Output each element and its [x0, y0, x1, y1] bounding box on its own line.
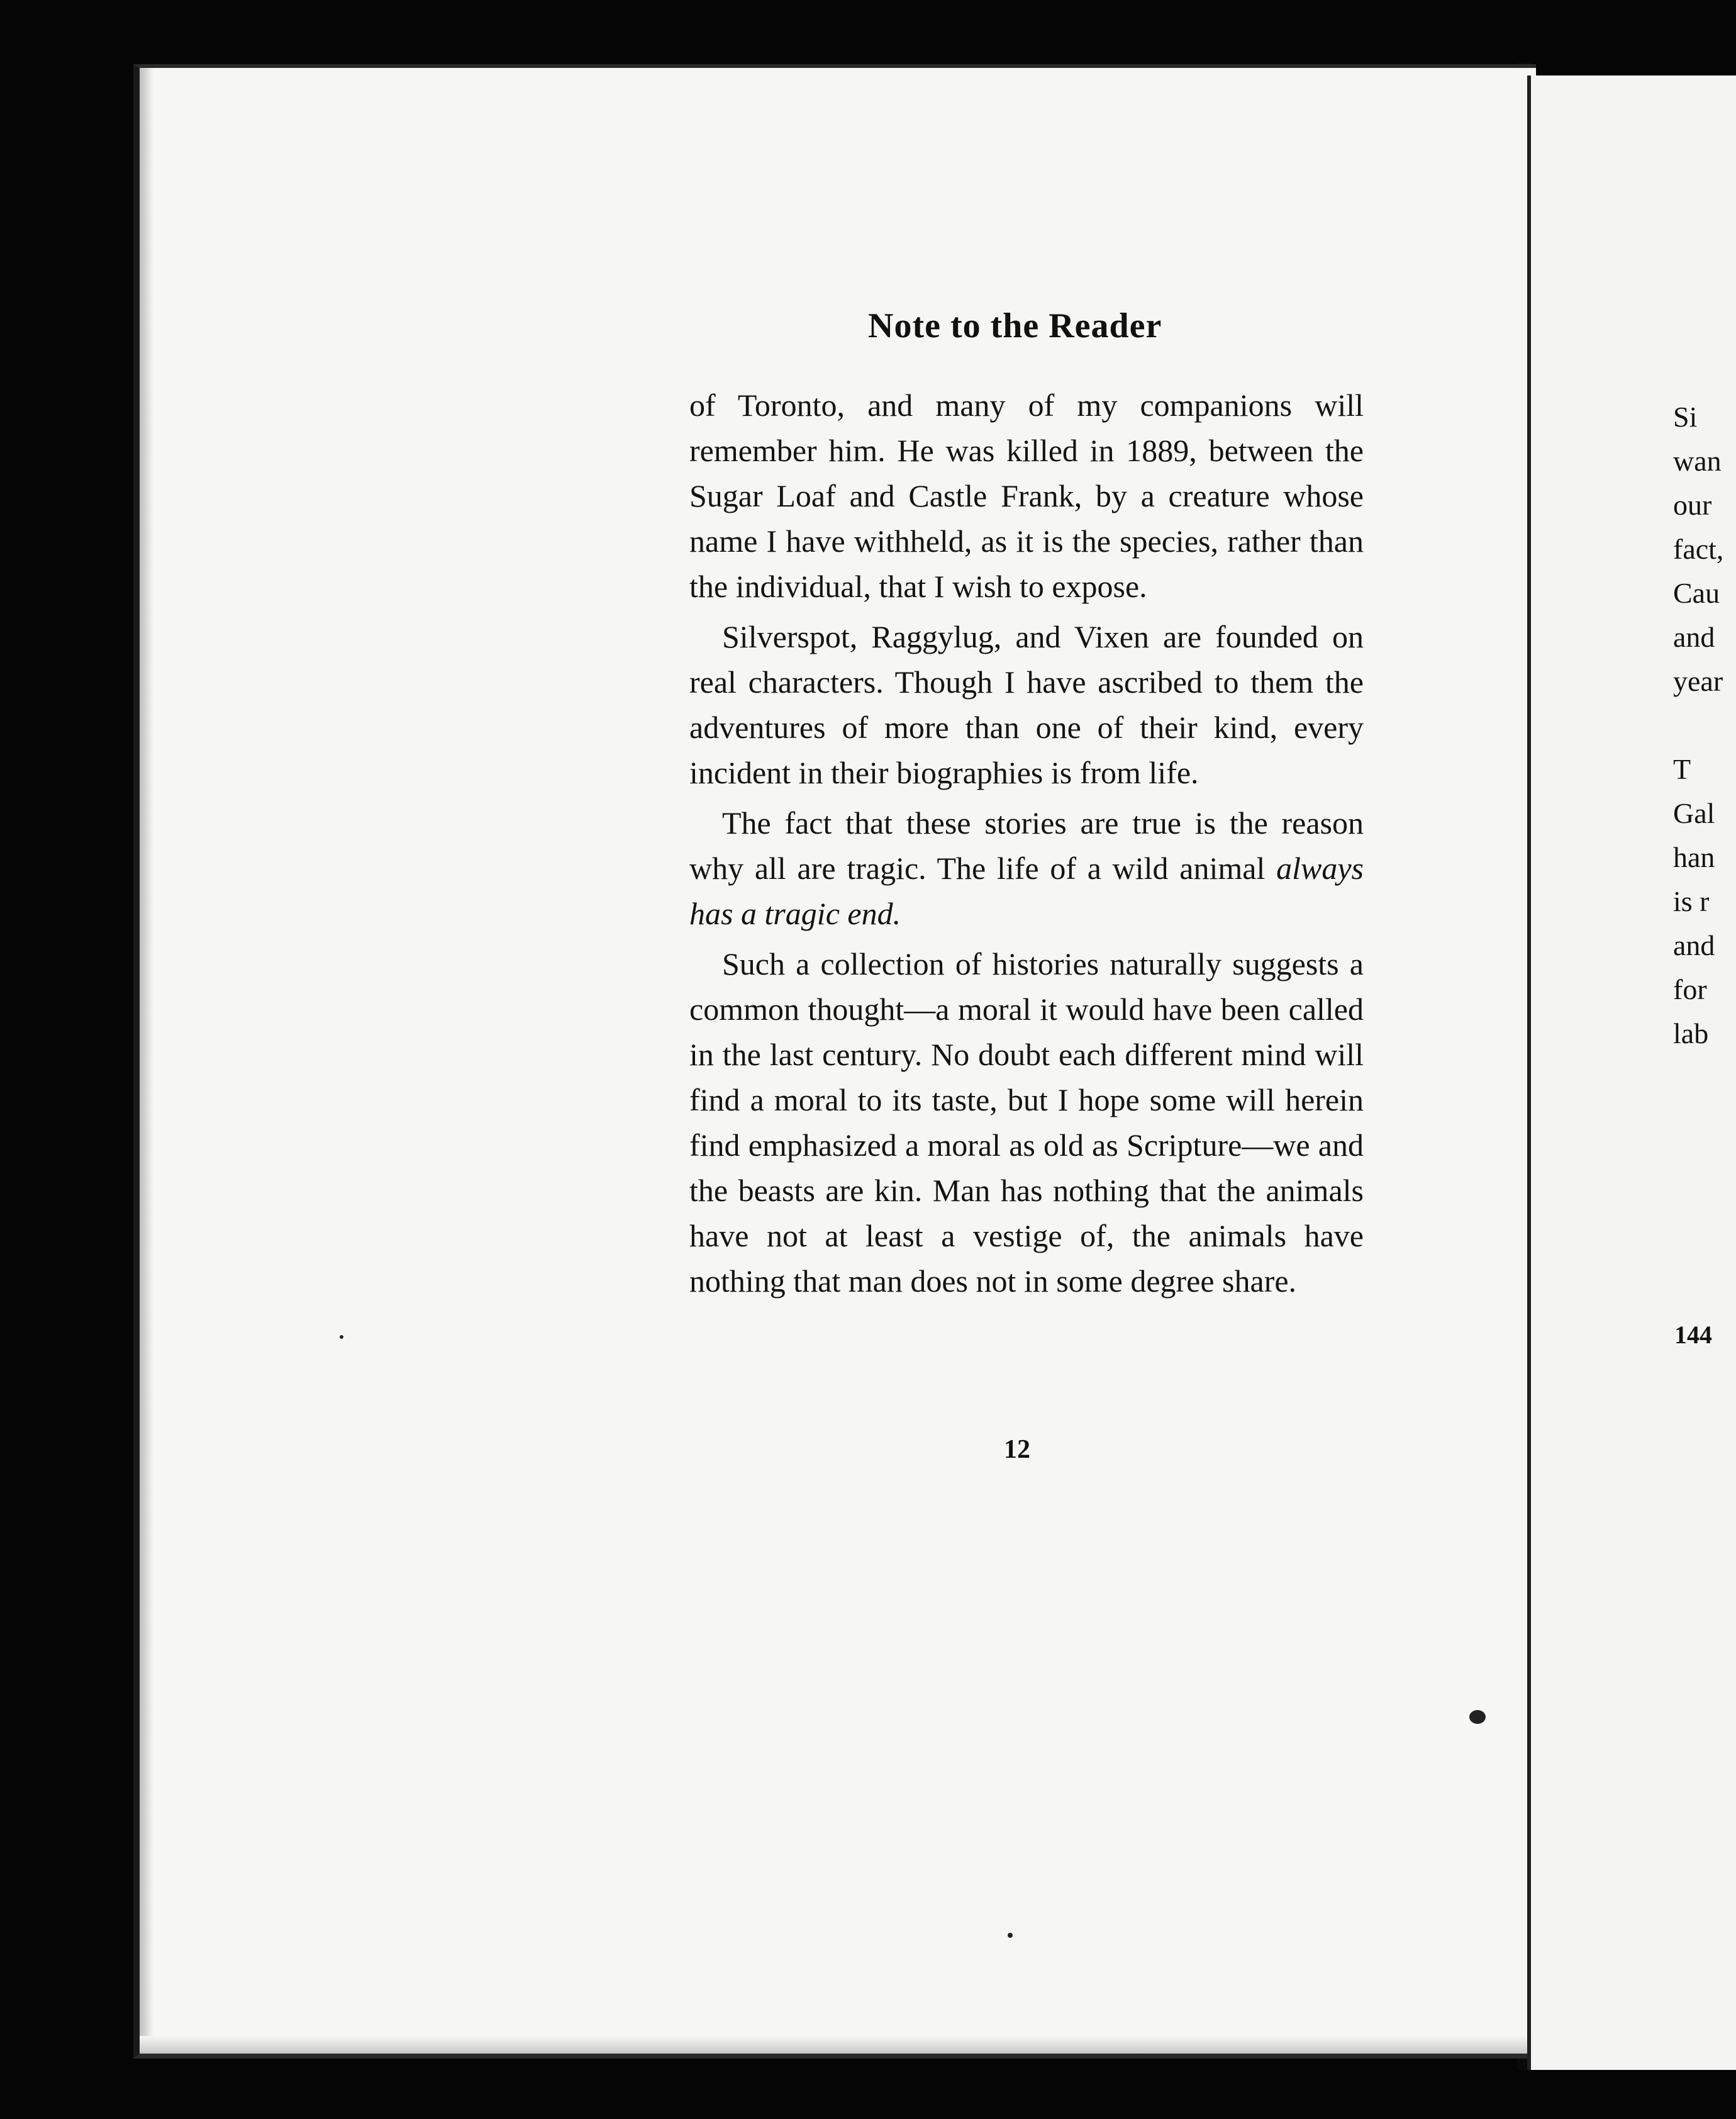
right-line: our [1673, 489, 1712, 521]
right-page [1527, 75, 1736, 2070]
right-line-gap [1673, 703, 1736, 747]
right-line: and [1673, 929, 1715, 961]
paragraph-1: of Toronto, and many of my companions will remember him. He was killed in 1889, between the Sugar Loaf and Castle Frank, by a creature whose name I have withheld, as it is the species, rather than the individual, that I wish to expose. [689, 388, 1364, 604]
right-line: wan [1673, 445, 1722, 477]
right-line: for [1673, 973, 1707, 1005]
right-line: fact, [1673, 533, 1724, 565]
ink-speck [340, 1335, 343, 1339]
paragraph-3 [689, 800, 1364, 936]
body-text [689, 383, 1364, 1309]
right-page-text [1673, 395, 1736, 1056]
paragraph-3-italic: always has a tragic end. [689, 851, 1364, 931]
page-bottom-edge [140, 2036, 1536, 2054]
right-line: Gal [1673, 797, 1715, 829]
paragraph-2: Silverspot, Raggylug, and Vixen are founded on real characters. Though I have ascribed to them the adventures of more than one of their kind, every incident in their biographies is from life. [689, 619, 1364, 790]
page-edge-shadow [140, 68, 153, 2054]
right-line: Cau [1673, 577, 1720, 609]
ink-speck [1008, 1933, 1013, 1938]
right-line: year [1673, 665, 1723, 697]
right-line: lab [1673, 1017, 1709, 1049]
right-line: han [1673, 841, 1715, 873]
right-page-number: 144 [1674, 1321, 1712, 1349]
paragraph-3-text: The fact that these stories are true is the reason why all are tragic. The life of a wild animal [689, 805, 1364, 886]
right-line: and [1673, 621, 1715, 653]
paragraph-4: Such a collection of histories naturally suggests a common thought—a moral it would have been called in the last century. No doubt each different mind will find a moral to its taste, but I hope some will herein find emphasized a moral as old as Scripture—we and the beasts are kin. Man has nothing that the animals have not at least a vestige of, the animals have nothing that man does not in some degree share. [689, 946, 1364, 1299]
page-number: 12 [1004, 1435, 1030, 1464]
ink-speck [1469, 1710, 1486, 1724]
right-line: is r [1673, 885, 1710, 917]
right-line: T [1673, 753, 1691, 785]
right-line: Si [1673, 401, 1698, 433]
running-head: Note to the Reader [868, 306, 1162, 345]
